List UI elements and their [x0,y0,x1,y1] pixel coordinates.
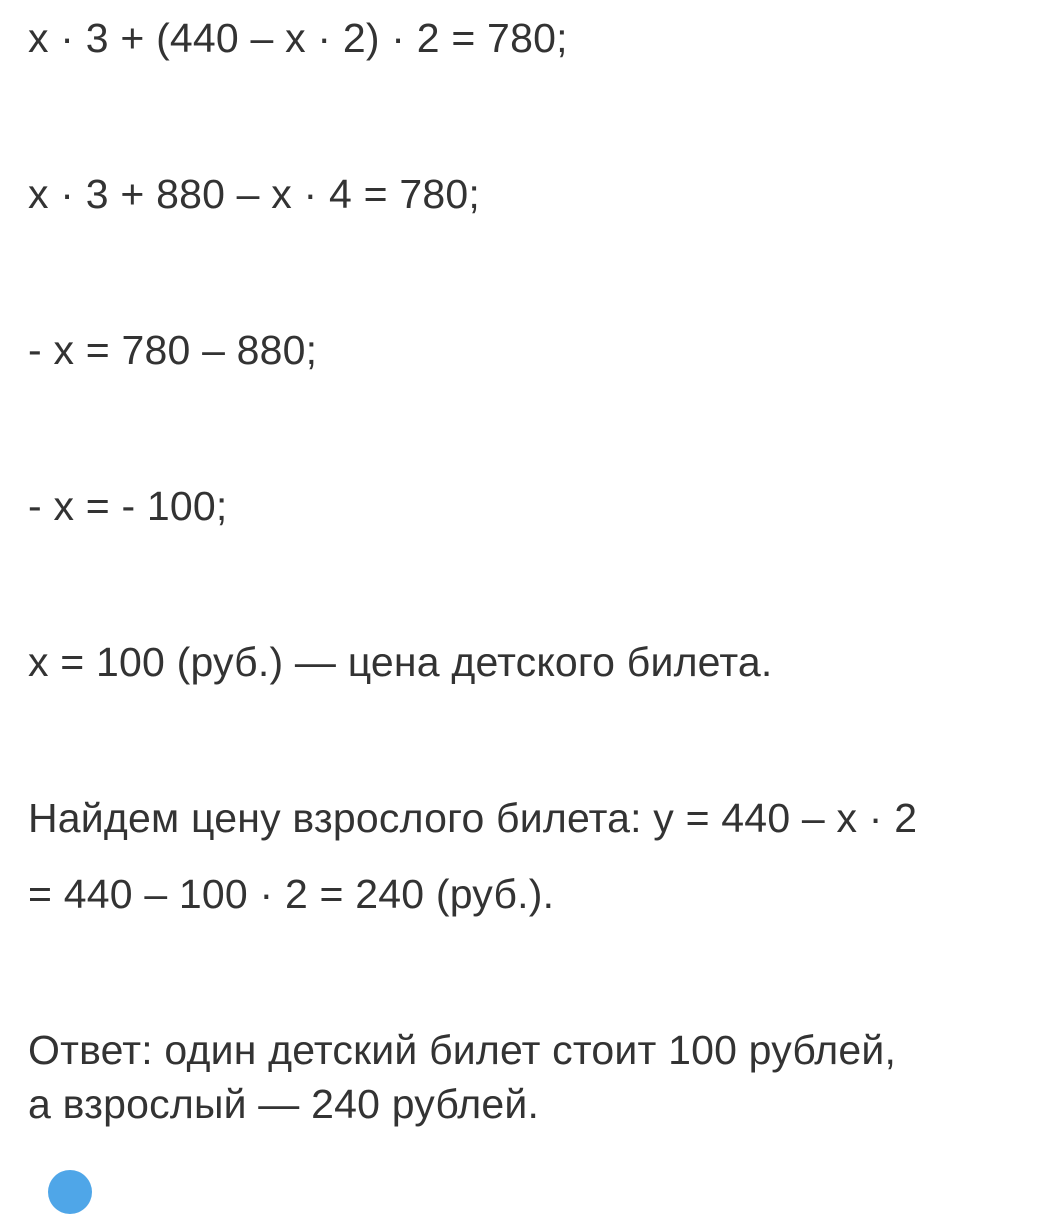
adult-ticket-step-2: = 440 – 100 · 2 = 240 (руб.). [28,871,555,917]
answer-line-2: а взрослый — 240 рублей. [28,1081,540,1127]
answer-line-1: Ответ: один детский билет стоит 100 рублей, [28,1027,897,1073]
adult-ticket-step-1: Найдем цену взрослого билета: y = 440 – x · 2 [28,795,918,841]
equation-line-3: - x = 780 – 880; [28,327,318,373]
avatar [48,1170,92,1214]
equation-line-1: x · 3 + (440 – x · 2) · 2 = 780; [28,15,568,61]
equation-line-4: - x = - 100; [28,483,228,529]
equation-line-2: x · 3 + 880 – x · 4 = 780; [28,171,480,217]
child-ticket-price: x = 100 (руб.) — цена детского билета. [28,639,773,685]
